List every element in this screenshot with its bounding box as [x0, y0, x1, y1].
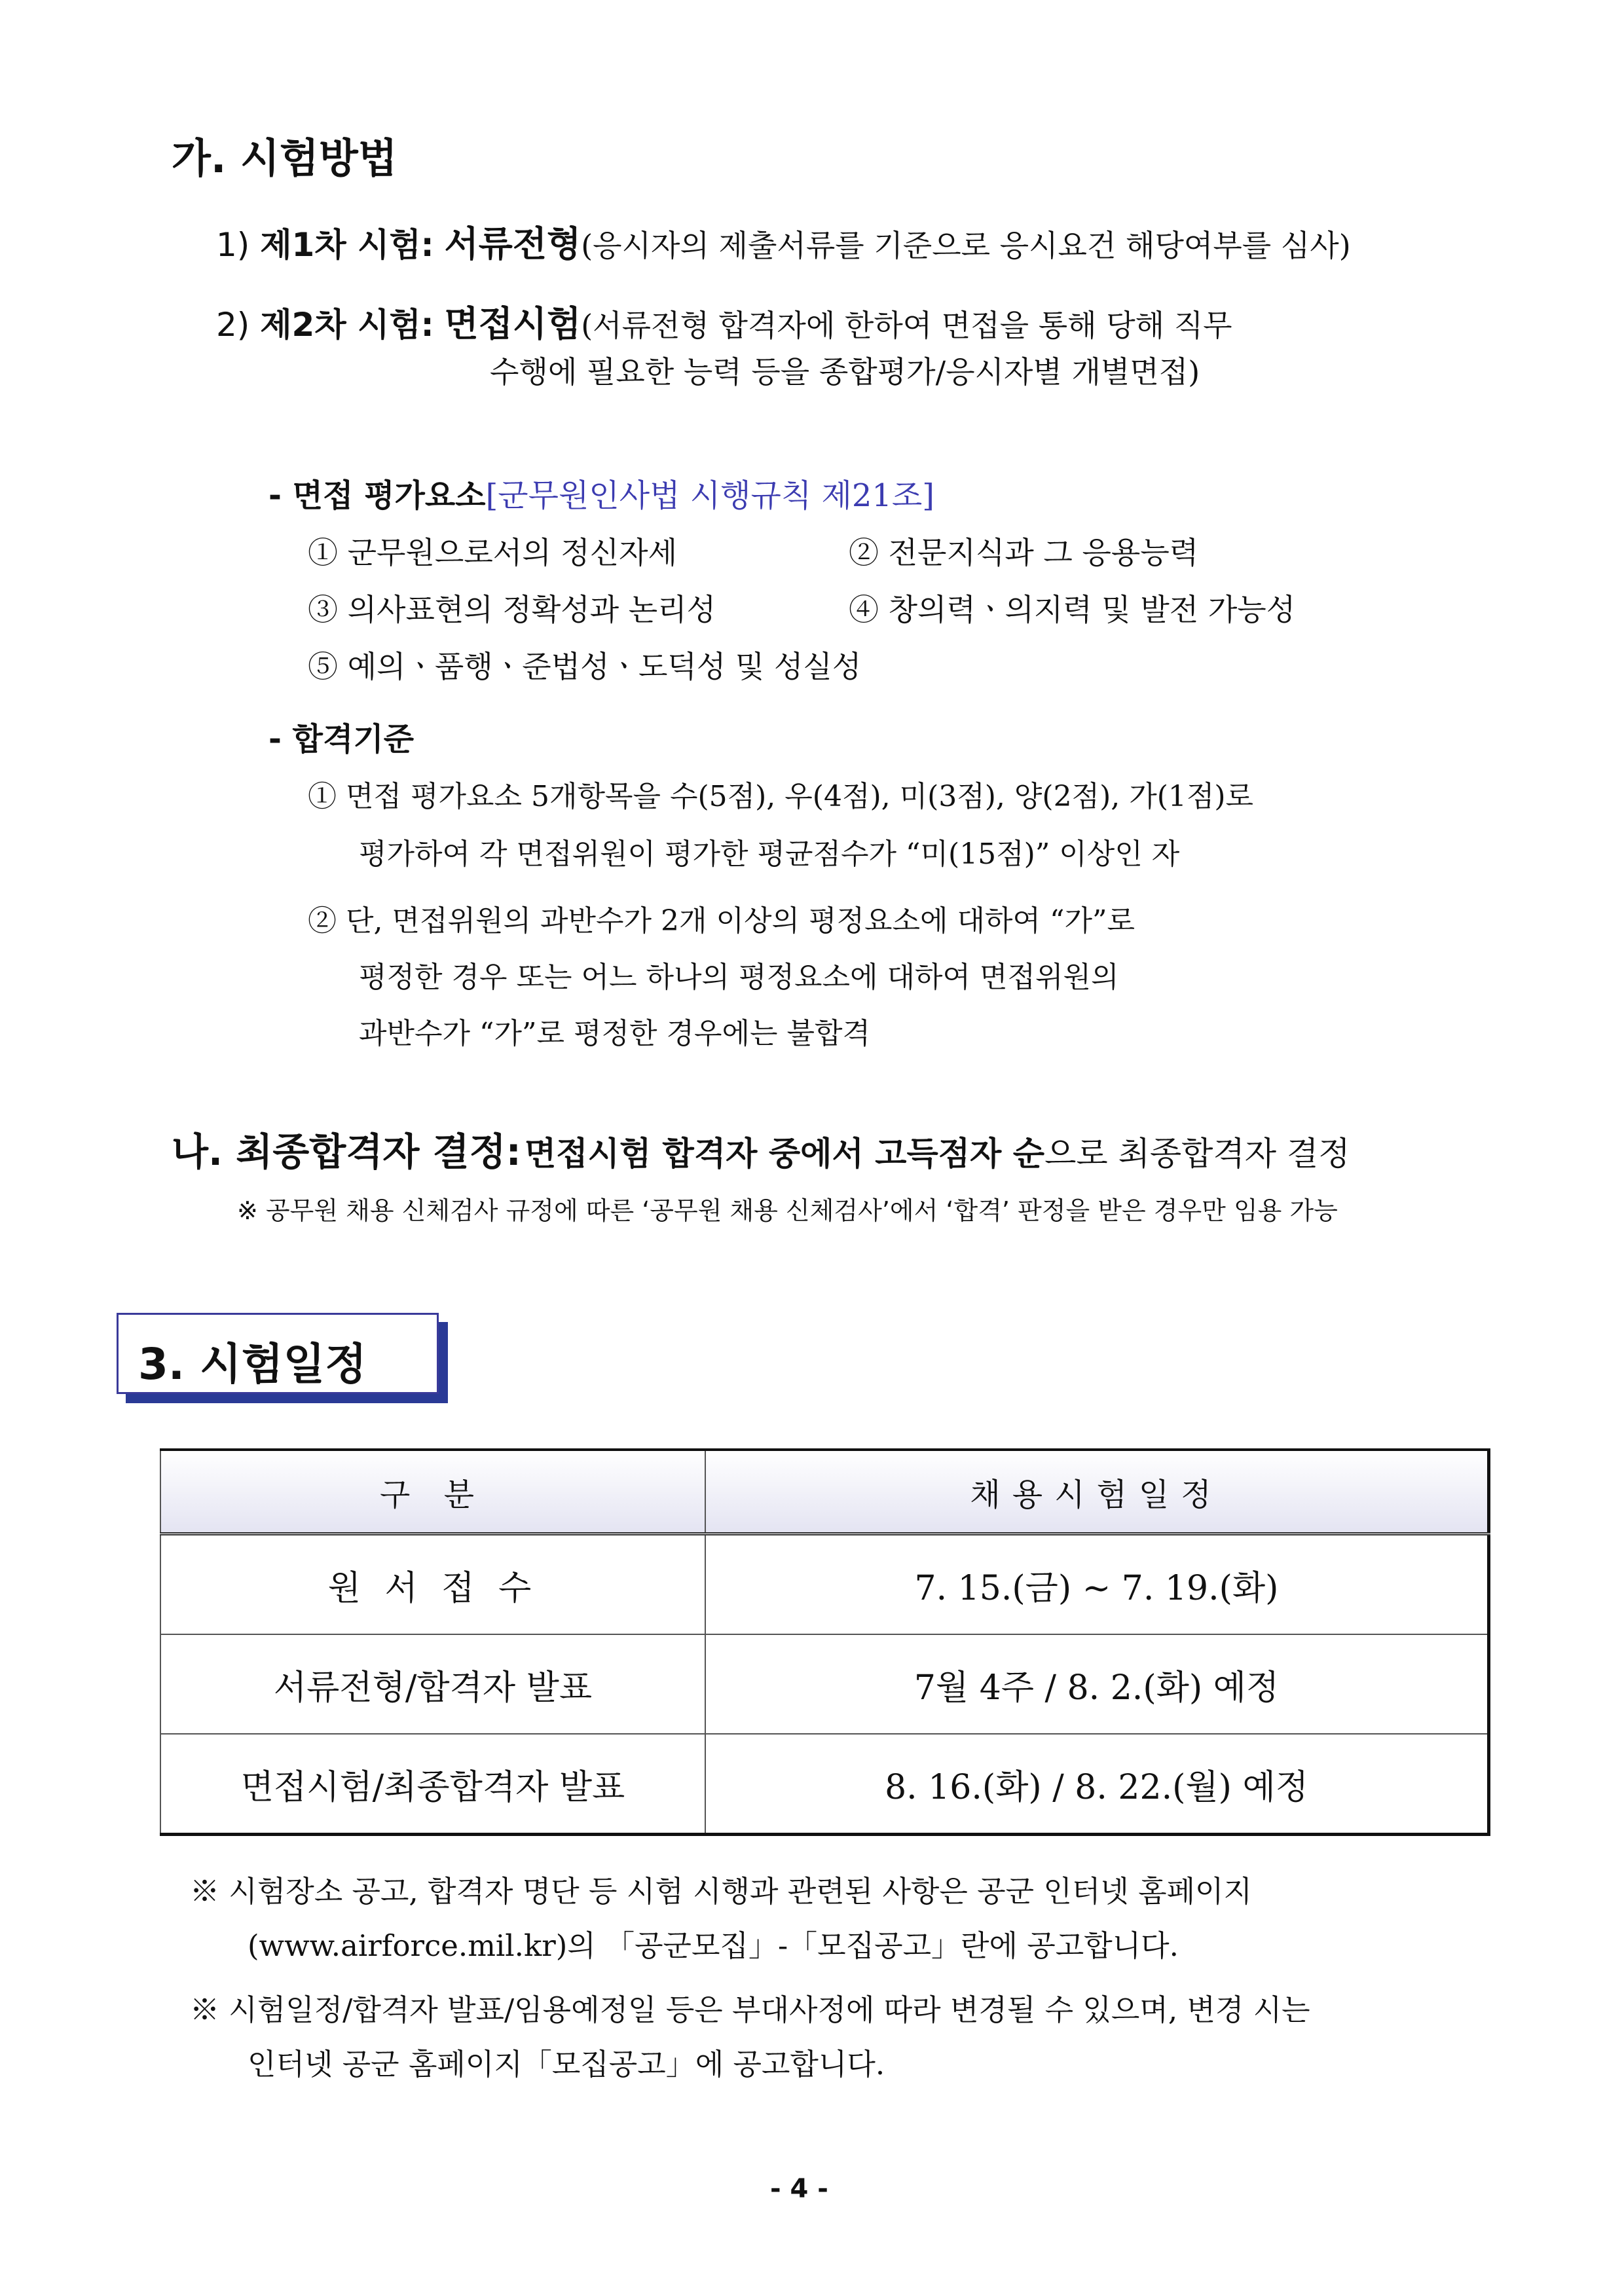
table-header-category: 구 분 — [160, 1450, 705, 1534]
eval-item-5: ⑤ 예의ㆍ품행ㆍ준법성ㆍ도덕성 및 성실성 — [308, 649, 862, 684]
table-row — [160, 1534, 1489, 1635]
table-header-schedule: 채용시험일정 — [705, 1450, 1489, 1534]
item-method: 서류전형 — [444, 223, 581, 265]
item-label: 제2차 시험: — [260, 306, 434, 344]
table-header-row — [160, 1450, 1489, 1534]
table-cell-category: 면접시험/최종합격자 발표 — [160, 1734, 705, 1835]
criteria-2-line3: 과반수가 “가”로 평정한 경우에는 불합격 — [359, 1017, 870, 1050]
schedule-note-1-line1: ※ 시험장소 공고, 합격자 명단 등 시험 시행과 관련된 사항은 공군 인터넷 홈페이지 — [190, 1874, 1252, 1909]
table-cell-category: 서류전형/합격자 발표 — [160, 1634, 705, 1734]
criteria-2-line2: 평정한 경우 또는 어느 하나의 평정요소에 대하여 면접위원의 — [359, 961, 1119, 994]
exam-stage-2 — [216, 296, 1232, 346]
table-cell-category: 원 서 접 수 — [160, 1534, 705, 1635]
schedule-table — [160, 1448, 1490, 1836]
final-decision-note: ※ 공무원 채용 신체검사 규정에 따른 ‘공무원 채용 신체검사’에서 ‘합격’ 판정을 받은 경우만 임용 가능 — [237, 1196, 1338, 1225]
item-method: 면접시험 — [444, 303, 581, 344]
item-desc: (서류전형 합격자에 한하여 면접을 통해 당해 직무 — [581, 308, 1232, 343]
eval-reference: [군무원인사법 시행규칙 제21조] — [485, 477, 935, 514]
item-desc-cont: 수행에 필요한 능력 등을 종합평가/응시자별 개별면접) — [490, 354, 1200, 390]
item-desc: (응시자의 제출서류를 기준으로 응시요건 해당여부를 심사) — [581, 228, 1351, 263]
final-decision-bold: 면접시험 합격자 중에서 고득점자 순 — [524, 1135, 1045, 1173]
item-number: 1) — [216, 226, 250, 264]
table-cell-date: 7. 15.(금) ~ 7. 19.(화) — [705, 1534, 1489, 1635]
criteria-1-line1: ① 면접 평가요소 5개항목을 수(5점), 우(4점), 미(3점), 양(2점), 가(1점)로 — [308, 780, 1254, 813]
eval-item-2: ② 전문지식과 그 응용능력 — [849, 535, 1199, 570]
eval-item-1: ① 군무원으로서의 정신자세 — [308, 535, 678, 570]
section-title-box — [117, 1313, 439, 1394]
final-decision — [172, 1121, 1350, 1176]
table-row — [160, 1734, 1489, 1835]
criteria-heading: - 합격기준 — [268, 721, 415, 758]
section-title-final: 나. 최종합격자 결정: — [172, 1129, 521, 1174]
eval-heading — [268, 470, 934, 515]
section-title-schedule: 3. 시험일정 — [138, 1339, 367, 1389]
criteria-2-line1: ② 단, 면접위원의 과반수가 2개 이상의 평정요소에 대하여 “가”로 — [308, 904, 1135, 938]
eval-item-4: ④ 창의력ㆍ의지력 및 발전 가능성 — [849, 592, 1296, 627]
exam-stage-1 — [216, 216, 1351, 266]
eval-heading-label: - 면접 평가요소 — [268, 477, 486, 514]
criteria-1-line2: 평가하여 각 면접위원이 평가한 평균점수가 “미(15점)” 이상인 자 — [359, 837, 1180, 871]
eval-item-3: ③ 의사표현의 정확성과 논리성 — [308, 592, 716, 627]
final-decision-rest: 으로 최종합격자 결정 — [1044, 1135, 1350, 1173]
schedule-note-1-line2: (www.airforce.mil.kr)의 「공군모집」-「모집공고」란에 공고합니다. — [248, 1928, 1179, 1963]
schedule-note-2-line2: 인터넷 공군 홈페이지「모집공고」에 공고합니다. — [248, 2047, 885, 2082]
table-row — [160, 1634, 1489, 1734]
item-number: 2) — [216, 306, 250, 344]
table-cell-date: 7월 4주 / 8. 2.(화) 예정 — [705, 1634, 1489, 1734]
page-number: - 4 - — [770, 2174, 828, 2204]
item-label: 제1차 시험: — [260, 226, 434, 264]
section-title-method: 가. 시험방법 — [172, 134, 397, 182]
table-cell-date: 8. 16.(화) / 8. 22.(월) 예정 — [705, 1734, 1489, 1835]
schedule-note-2-line1: ※ 시험일정/합격자 발표/임용예정일 등은 부대사정에 따라 변경될 수 있으며, 변경 시는 — [190, 1992, 1310, 2027]
